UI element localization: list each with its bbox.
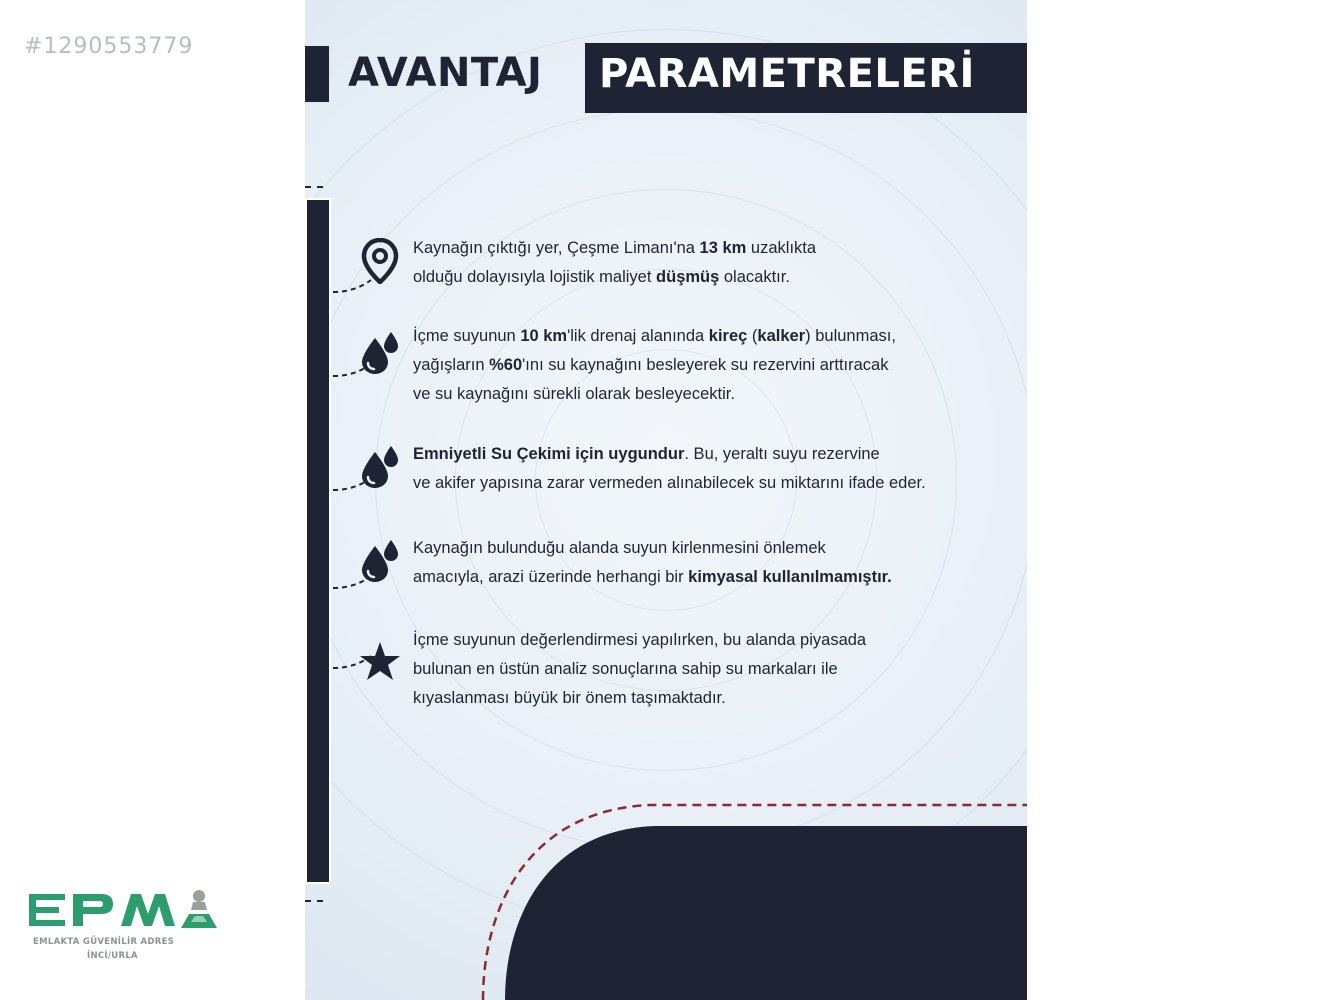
advantage-text: Kaynağın çıktığı yer, Çeşme Limanı'na 13 km uzaklıkta olduğu dolayısıyla lojistik maliyet düşmüş olacaktır.	[413, 239, 817, 286]
logo-location: İNCİ/URLA	[87, 951, 138, 961]
advantage-text: İçme suyunun değerlendirmesi yapılırken, bu alanda piyasada bulunan en üstün analiz sonuçlarına sahip su markaları ile kıyaslanması büyük bir önem taşımaktadır.	[413, 631, 867, 707]
water-drops-icon	[357, 330, 403, 376]
logo-letters	[27, 890, 179, 930]
advantage-text: Emniyetli Su Çekimi için uygundur. Bu, yeraltı suyu rezervine ve akifer yapısına zarar vermeden alınabilecek su miktarını ifade eder.	[413, 445, 926, 492]
side-dash-bottom	[305, 900, 323, 902]
advantage-text: Kaynağın bulunduğu alanda suyun kirlenmesini önlemek amacıyla, arazi üzerinde herhangi bir kimyasal kullanılmamıştır.	[413, 539, 892, 586]
side-bar	[305, 198, 331, 884]
logo-emblem-icon	[177, 888, 221, 932]
advantage-poster	[305, 0, 1027, 1000]
water-drops-icon	[357, 538, 403, 584]
logo-tagline: EMLAKTA GÜVENİLİR ADRES	[33, 937, 175, 947]
listing-id: #1290553779	[24, 34, 194, 59]
title-accent-bar	[305, 46, 329, 102]
advantage-text: İçme suyunun 10 km'lik drenaj alanında kireç (kalker) bulunması, yağışların %60'ını su kaynağını besleyerek su rezervini arttıracak ve su kaynağını sürekli olarak besleyecektir.	[413, 327, 896, 403]
title-box	[585, 43, 1027, 113]
water-drops-icon	[357, 444, 403, 490]
side-dash-top	[305, 186, 323, 188]
star-icon	[357, 638, 403, 684]
title-part-1: AVANTAJ	[348, 50, 543, 96]
title-part-2: PARAMETRELERİ	[599, 51, 975, 97]
location-pin-icon	[357, 238, 403, 284]
epm-logo	[27, 888, 227, 972]
